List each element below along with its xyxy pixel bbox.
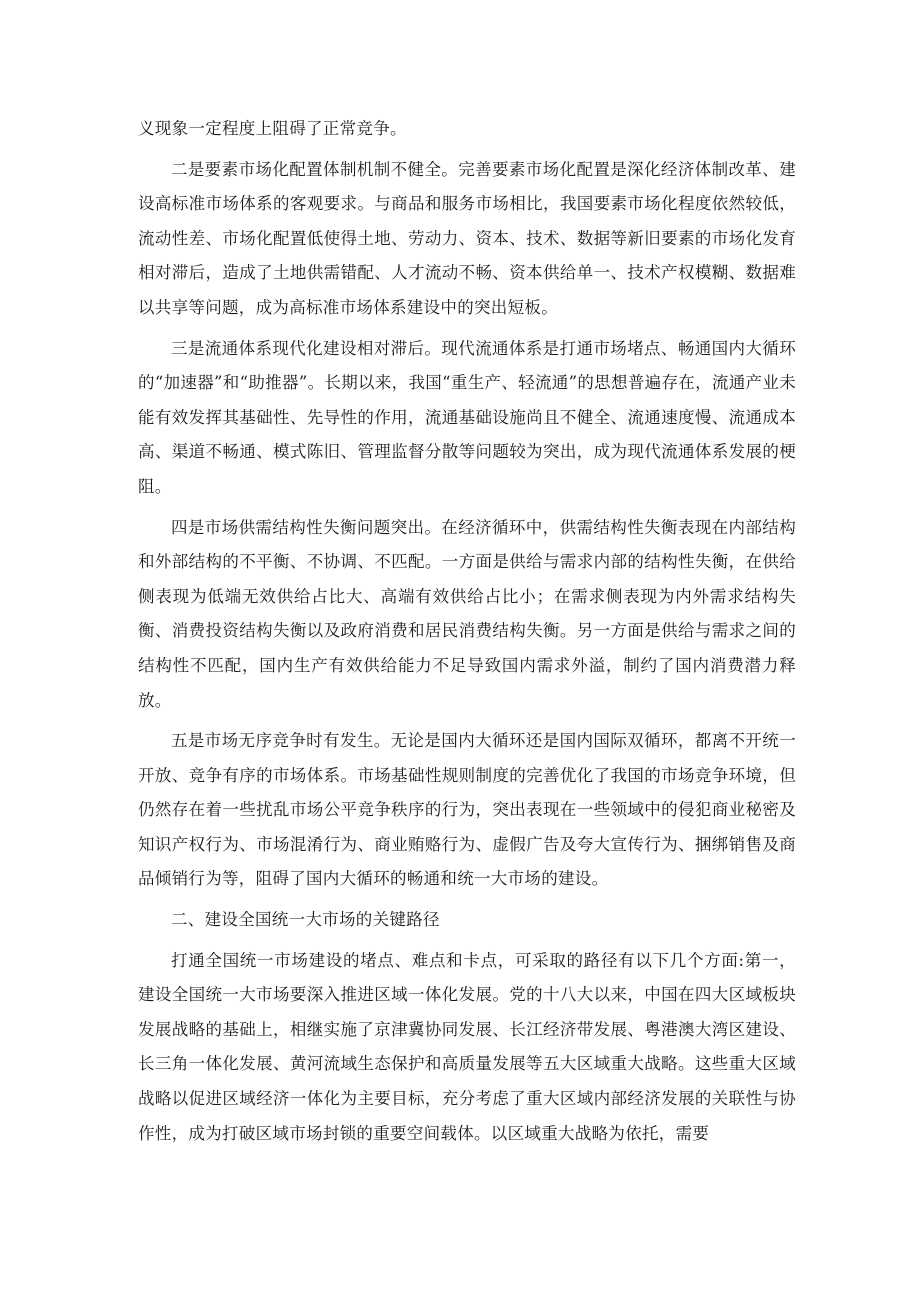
paragraph-circulation-system: 三是流通体系现代化建设相对滞后。现代流通体系是打通市场堵点、畅通国内大循环的“加速器”和“助推器”。长期以来，我国“重生产、轻流通”的思想普遍存在，流通产业未能有效发挥其基础性、先导性的作用，流通基础设施尚且不健全、流通速度慢、流通成本高、渠道不畅通、模式陈旧、管理监督分散等问题较为突出，成为现代流通体系发展的梗阻。 (138, 338, 796, 496)
paragraph-disorderly-competition: 五是市场无序竞争时有发生。无论是国内大循环还是国内国际双循环，都离不开统一开放、竞争有序的市场体系。市场基础性规则制度的完善优化了我国的市场竞争环境，但仍然存在着一些扰乱市场公平竞争秩序的行为，突出表现在一些领域中的侵犯商业秘密及知识产权行为、市场混淆行为、商业贿赂行为、虚假广告及夸大宣传行为、捆绑销售及商品倾销行为等，阻碍了国内大循环的畅通和统一大市场的建设。 (138, 731, 796, 889)
document-page (138, 112, 796, 1157)
paragraph-supply-demand: 四是市场供需结构性失衡问题突出。在经济循环中，供需结构性失衡表现在内部结构和外部结构的不平衡、不协调、不匹配。一方面是供给与需求内部的结构性失衡，在供给侧表现为低端无效供给占比大、高端有效供给占比小；在需求侧表现为内外需求结构失衡、消费投资结构失衡以及政府消费和居民消费结构失衡。另一方面是供给与需求之间的结构性不匹配，国内生产有效供给能力不足导致国内需求外溢，制约了国内消费潜力释放。 (138, 517, 796, 710)
paragraph-factor-market: 二是要素市场化配置体制机制不健全。完善要素市场化配置是深化经济体制改革、建设高标准市场体系的客观要求。与商品和服务市场相比，我国要素市场化程度依然较低，流动性差、市场化配置低使得土地、劳动力、资本、技术、数据等新旧要素的市场化发育相对滞后，造成了土地供需错配、人才流动不畅、资本供给单一、技术产权模糊、数据难以共享等问题，成为高标准市场体系建设中的突出短板。 (138, 159, 796, 317)
paragraph-key-paths: 打通全国统一市场建设的堵点、难点和卡点，可采取的路径有以下几个方面:第一，建设全国统一大市场要深入推进区域一体化发展。党的十八大以来，中国在四大区域板块发展战略的基础上，相继实施了京津冀协同发展、长江经济带发展、粤港澳大湾区建设、长三角一体化发展、黄河流域生态保护和高质量发展等五大区域重大战略。这些重大区域战略以促进区域经济一体化为主要目标，充分考虑了重大区域内部经济发展的关联性与协作性，成为打破区域市场封锁的重要空间载体。以区域重大战略为依托，需要 (138, 950, 796, 1143)
paragraph-continuation: 义现象一定程度上阻碍了正常竞争。 (138, 119, 407, 138)
section-heading: 二、建设全国统一大市场的关键路径 (171, 910, 440, 930)
